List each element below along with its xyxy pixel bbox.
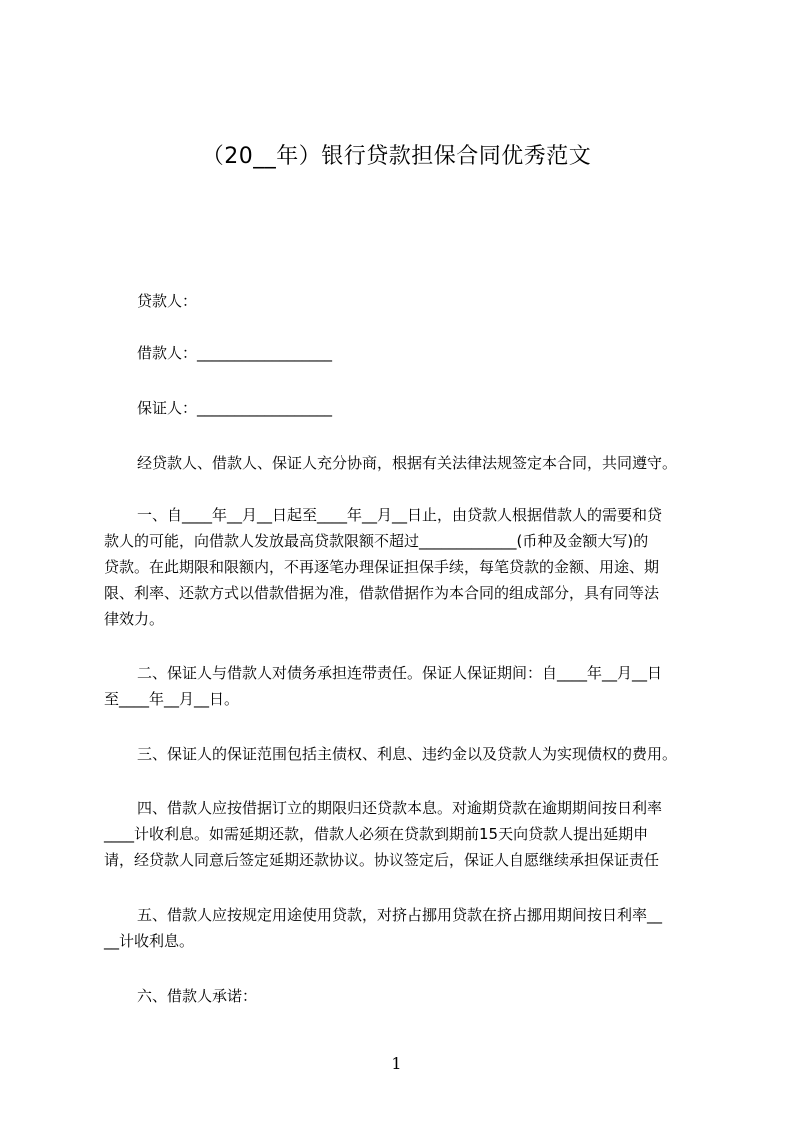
preamble-paragraph: 经贷款人、借款人、保证人充分协商，根据有关法律法规签定本合同，共同遵守。 xyxy=(137,454,678,472)
clause-1-line: 限、利率、还款方式以借款借据为准，借款借据作为本合同的组成部分，具有同等法 xyxy=(104,584,660,602)
clause-5-line: __计收利息。 xyxy=(104,932,195,950)
page-number: 1 xyxy=(391,1054,402,1073)
clause-1-line: 律效力。 xyxy=(104,610,165,628)
clause-5-line: 五、借款人应按规定用途使用贷款，对挤占挪用贷款在挤占挪用期间按日利率__ xyxy=(137,906,663,924)
clause-4-line: 请，经贷款人同意后签定延期还款协议。协议签定后，保证人自愿继续承担保证责任 xyxy=(104,851,660,869)
document-title: （20__年）银行贷款担保合同优秀范文 xyxy=(201,144,592,169)
clause-4-line: ____计收利息。如需延期还款，借款人必须在贷款到期前15天向贷款人提出延期申 xyxy=(104,825,649,843)
guarantor-line: 保证人：__________________ xyxy=(137,399,333,417)
clause-2-line: 二、保证人与借款人对债务承担连带责任。保证人保证期间：自____年__月__日 xyxy=(137,664,663,682)
clause-3-paragraph: 三、保证人的保证范围包括主债权、利息、违约金以及贷款人为实现债权的费用。 xyxy=(137,745,678,763)
clause-1-line: 款人的可能，向借款人发放最高贷款限额不超过_____________(币种及金额大写)的 xyxy=(104,532,649,550)
borrower-line: 借款人：__________________ xyxy=(137,344,333,362)
clause-1-paragraph xyxy=(104,502,724,632)
clause-6-paragraph: 六、借款人承诺： xyxy=(137,987,258,1005)
clause-4-line: 四、借款人应按借据订立的期限归还贷款本息。对逾期贷款在逾期期间按日利率 xyxy=(137,799,663,817)
clause-2-paragraph xyxy=(104,660,724,712)
clause-5-paragraph xyxy=(104,902,724,954)
clause-4-paragraph xyxy=(104,795,724,873)
clause-2-line: 至____年__月__日。 xyxy=(104,690,240,708)
clause-1-line: 一、自____年__月__日起至____年__月__日止，由贷款人根据借款人的需要和贷 xyxy=(137,506,663,524)
clause-1-line: 贷款。在此期限和限额内，不再逐笔办理保证担保手续，每笔贷款的金额、用途、期 xyxy=(104,558,660,576)
lender-line: 贷款人： xyxy=(137,292,198,310)
